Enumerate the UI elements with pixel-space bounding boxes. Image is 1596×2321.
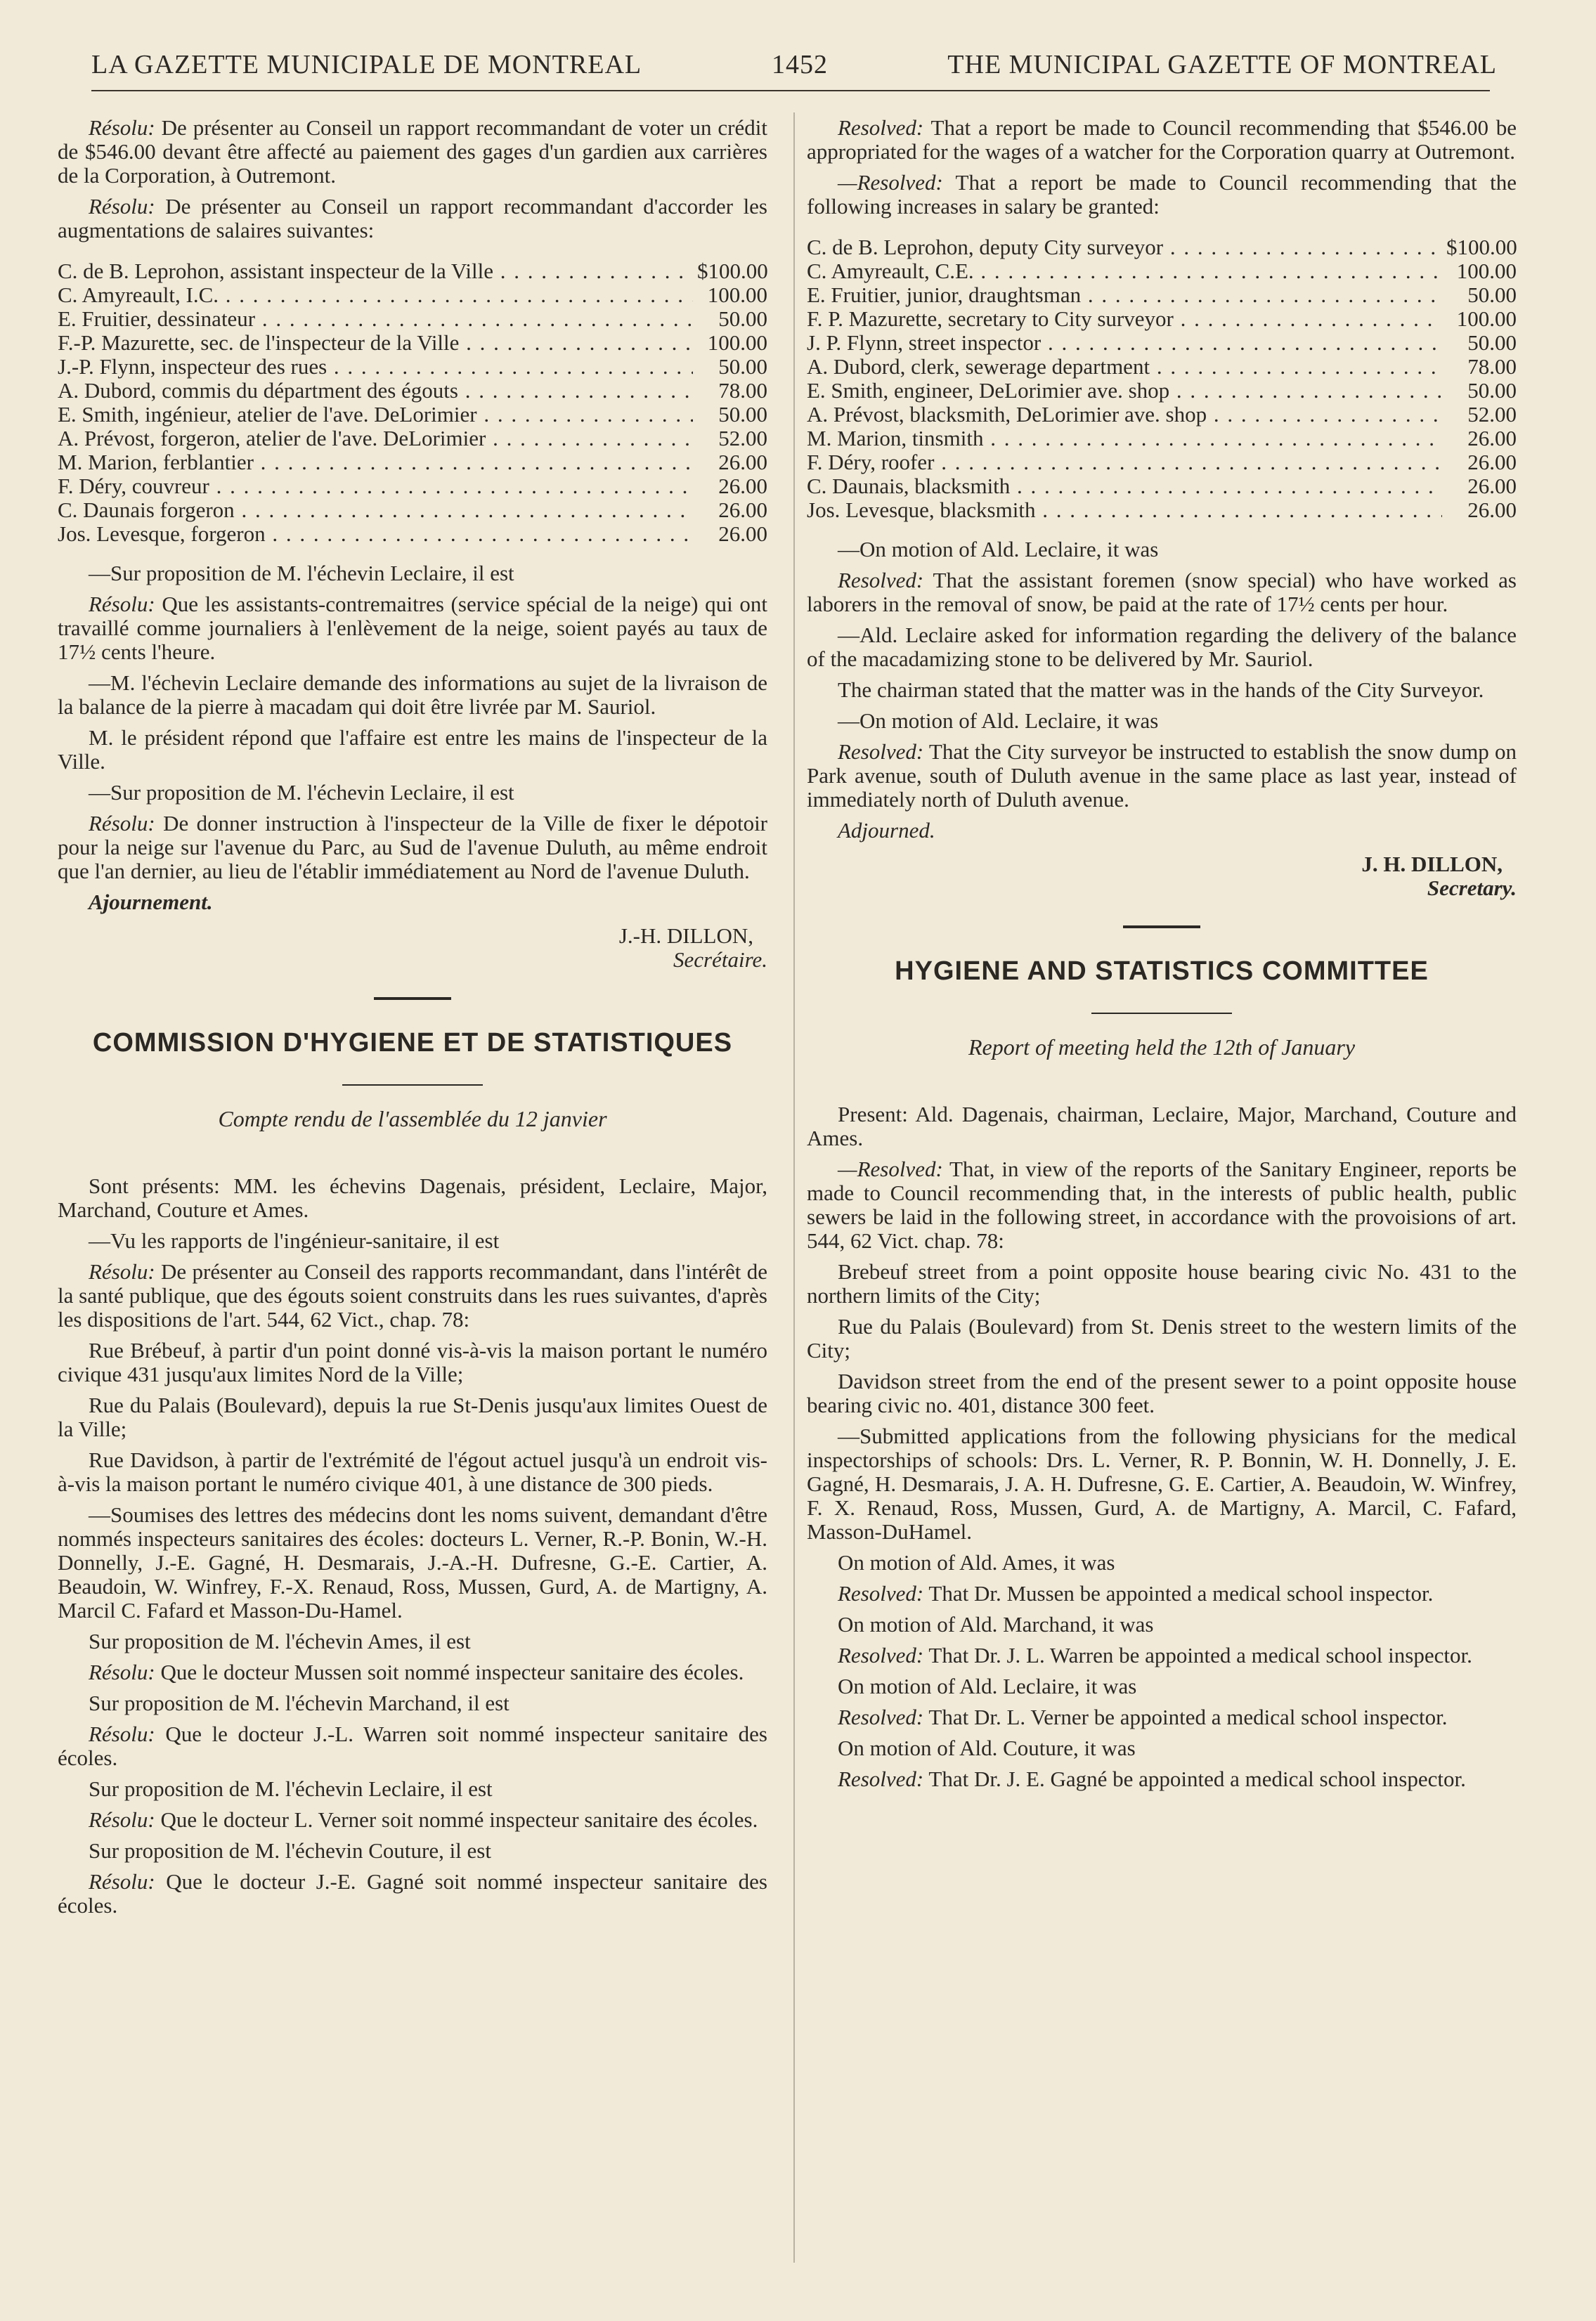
salary-name: A. Prévost, forgeron, atelier de l'ave. DeLorimier . . . [58, 427, 693, 450]
salary-name: Jos. Levesque, blacksmith . . . [807, 498, 1442, 522]
section-title: HYGIENE AND STATISTICS COMMITTEE [895, 956, 1429, 986]
header-rule [91, 90, 1490, 91]
salary-row [807, 403, 1517, 427]
paragraph [58, 1660, 767, 1684]
salary-amount: 26.00 [693, 498, 767, 522]
french-column [58, 116, 767, 1925]
salary-name: C. de B. Leprohon, assistant inspecteur de la Ville . . . [58, 259, 693, 283]
signature-block [58, 924, 767, 972]
resolved-lead: Résolu: [89, 1259, 155, 1284]
salary-amount: 52.00 [1442, 403, 1517, 427]
paragraph [807, 1582, 1517, 1606]
salary-amount: 50.00 [693, 403, 767, 427]
page-header [91, 49, 1497, 91]
paragraph: —M. l'échevin Leclaire demande des informations au sujet de la livraison de la balance de la pierre à macadam qui doit être livrée par M. Sauriol. [58, 670, 767, 719]
paragraph-text: That a report be made to Council recommending that the following increases in salary be granted: [807, 170, 1517, 219]
paragraph: Rue Davidson, à partir de l'extrémité de l'égout actuel jusqu'à un endroit vis-à-vis la maison portant le numéro civique 401, à une distance de 300 pieds. [58, 1448, 767, 1496]
salary-name: A. Prévost, blacksmith, DeLorimier ave. shop . . . [807, 403, 1442, 427]
paragraph: Sur proposition de M. l'échevin Couture, il est [89, 1838, 491, 1863]
paragraph: On motion of Ald. Couture, it was [838, 1736, 1136, 1760]
paragraph-text: De donner instruction à l'inspecteur de la Ville de fixer le dépotoir pour la neige sur l'avenue du Parc, au Sud de l'avenue Duluth, au même endroit que l'an dernier, au lieu de l'établir immédiatement au Nord de l'avenue Duluth. [58, 811, 767, 883]
paragraph: —Ald. Leclaire asked for information regarding the delivery of the balance of the macadamizing stone to be delivered by Mr. Sauriol. [807, 623, 1517, 671]
resolved-lead: —Resolved: [838, 1157, 943, 1181]
salary-amount: 50.00 [1442, 283, 1517, 307]
paragraph-text: That a report be made to Council recommending that $546.00 be appropriated for the wages of a watcher for the Corporation quarry at Outremont. [807, 115, 1517, 164]
salary-amount: 26.00 [1442, 498, 1517, 522]
salary-row [807, 355, 1517, 379]
header-title-fr: LA GAZETTE MUNICIPALE DE MONTREAL [91, 50, 642, 79]
paragraph: Rue du Palais (Boulevard), depuis la rue St-Denis jusqu'aux limites Ouest de la Ville; [58, 1393, 767, 1441]
salary-table-fr [58, 259, 767, 546]
section-subtitle: Report of meeting held the 12th of January [968, 1034, 1356, 1060]
salary-row [807, 379, 1517, 403]
salary-name: M. Marion, tinsmith . . . [807, 427, 1442, 450]
paragraph-text: De présenter au Conseil des rapports recommandant, dans l'intérêt de la santé publique, que des égouts soient construits dans les rues suivantes, d'après les dispositions de l'art. 544, 62 Vict., chap. 78: [58, 1259, 767, 1332]
salary-amount: 26.00 [693, 522, 767, 546]
salary-row [807, 331, 1517, 355]
paragraph [58, 1808, 767, 1832]
salary-amount: 26.00 [693, 474, 767, 498]
salary-name: C. Amyreault, I.C. . . . [58, 283, 693, 307]
signer-name: J. H. DILLON, [1361, 852, 1503, 876]
paragraph: —Sur proposition de M. l'échevin Leclaire, il est [89, 780, 514, 805]
salary-amount: $100.00 [693, 259, 767, 283]
salary-name: A. Dubord, clerk, sewerage department . . . [807, 355, 1442, 379]
paragraph-text: That Dr. L. Verner be appointed a medical school inspector. [923, 1705, 1448, 1729]
paragraph-text: Que le docteur J.-E. Gagné soit nommé inspecteur sanitaire des écoles. [58, 1869, 767, 1918]
signer-title: Secrétaire. [673, 947, 767, 972]
salary-name: F. Déry, couvreur . . . [58, 474, 693, 498]
salary-amount: $100.00 [1442, 235, 1517, 259]
signer-title: Secretary. [1427, 876, 1517, 900]
salary-name: E. Fruitier, dessinateur . . . [58, 307, 693, 331]
salary-amount: 26.00 [1442, 450, 1517, 474]
salary-amount: 26.00 [1442, 474, 1517, 498]
paragraph [807, 1644, 1517, 1667]
paragraph [807, 1767, 1517, 1791]
paragraph: Rue du Palais (Boulevard) from St. Denis street to the western limits of the City; [807, 1314, 1517, 1363]
salary-name: M. Marion, ferblantier . . . [58, 450, 693, 474]
salary-amount: 50.00 [1442, 331, 1517, 355]
paragraph: Present: Ald. Dagenais, chairman, Leclaire, Major, Marchand, Couture and Ames. [807, 1102, 1517, 1150]
salary-name: A. Dubord, commis du départment des égouts . . . [58, 379, 693, 403]
salary-name: E. Smith, engineer, DeLorimier ave. shop . . . [807, 379, 1442, 403]
paragraph [807, 171, 1517, 219]
salary-row [807, 235, 1517, 259]
paragraph [58, 195, 767, 242]
resolved-lead: Résolu: [89, 592, 155, 616]
resolved-lead: Résolu: [89, 115, 155, 140]
paragraph: —On motion of Ald. Leclaire, it was [838, 708, 1159, 733]
section-separator [374, 997, 451, 1000]
paragraph: Rue Brébeuf, à partir d'un point donné vis-à-vis la maison portant le numéro civique 431 jusqu'aux limites Nord de la Ville; [58, 1338, 767, 1386]
resolved-lead: Résolu: [89, 811, 155, 836]
salary-amount: 26.00 [1442, 427, 1517, 450]
salary-amount: 78.00 [693, 379, 767, 403]
resolved-lead: Resolved: [838, 1767, 924, 1791]
salary-amount: 100.00 [1442, 259, 1517, 283]
paragraph [58, 1260, 767, 1332]
title-rule [1091, 1013, 1232, 1014]
salary-amount: 78.00 [1442, 355, 1517, 379]
paragraph-text: De présenter au Conseil un rapport recommandant d'accorder les augmentations de salaires suivantes: [58, 194, 767, 242]
salary-row [58, 450, 767, 474]
salary-name: J.-P. Flynn, inspecteur des rues . . . [58, 355, 693, 379]
salary-name: E. Fruitier, junior, draughtsman . . . [807, 283, 1442, 307]
paragraph-text: That the City surveyor be instructed to establish the snow dump on Park avenue, south of Duluth avenue in the same place as last year, instead of immediately north of Duluth avenue. [807, 739, 1517, 812]
salary-name: F. Déry, roofer . . . [807, 450, 1442, 474]
salary-row [807, 450, 1517, 474]
salary-row [58, 498, 767, 522]
paragraph: Sur proposition de M. l'échevin Leclaire, il est [89, 1776, 493, 1801]
paragraph-text: Que le docteur L. Verner soit nommé inspecteur sanitaire des écoles. [155, 1807, 758, 1832]
salary-amount: 50.00 [1442, 379, 1517, 403]
resolved-lead: Résolu: [89, 1660, 155, 1684]
paragraph: On motion of Ald. Marchand, it was [838, 1612, 1154, 1637]
paragraph: M. le président répond que l'affaire est entre les mains de l'inspecteur de la Ville. [58, 725, 767, 774]
resolved-lead: —Resolved: [838, 170, 943, 195]
salary-name: C. Daunais, blacksmith . . . [807, 474, 1442, 498]
resolved-lead: Resolved: [838, 1705, 924, 1729]
paragraph [807, 1705, 1517, 1729]
resolved-lead: Résolu: [89, 194, 155, 219]
paragraph-text: That the assistant foremen (snow special) who have worked as laborers in the removal of snow, be paid at the rate of 17½ cents per hour. [807, 568, 1517, 616]
salary-amount: 50.00 [693, 355, 767, 379]
resolved-lead: Resolved: [838, 568, 924, 592]
paragraph [58, 116, 767, 188]
paragraph: Brebeuf street from a point opposite house bearing civic No. 431 to the northern limits of the City; [807, 1259, 1517, 1308]
paragraph: On motion of Ald. Leclaire, it was [838, 1674, 1137, 1698]
salary-row [58, 331, 767, 355]
salary-row [807, 474, 1517, 498]
resolved-lead: Resolved: [838, 1643, 924, 1667]
adjournment: Ajournement. [89, 890, 213, 914]
salary-name: F.-P. Mazurette, sec. de l'inspecteur de la Ville . . . [58, 331, 693, 355]
signer-name: J.-H. DILLON, [618, 923, 753, 948]
paragraph: Davidson street from the end of the present sewer to a point opposite house bearing civic no. 401, distance 300 feet. [807, 1369, 1517, 1417]
paragraph: —On motion of Ald. Leclaire, it was [838, 537, 1159, 561]
paragraph-text: Que les assistants-contremaitres (service spécial de la neige) qui ont travaillé comme journaliers à l'enlèvement de la neige, soient payés au taux de 17½ cents l'heure. [58, 592, 767, 664]
paragraph: Sont présents: MM. les échevins Dagenais, président, Leclaire, Major, Marchand, Couture et Ames. [58, 1173, 767, 1222]
salary-name: J. P. Flynn, street inspector . . . [807, 331, 1442, 355]
salary-row [58, 355, 767, 379]
paragraph-text: That Dr. J. L. Warren be appointed a medical school inspector. [923, 1643, 1472, 1667]
paragraph-text: Que le docteur J.-L. Warren soit nommé inspecteur sanitaire des écoles. [58, 1722, 767, 1770]
salary-row [807, 498, 1517, 522]
salary-name: C. de B. Leprohon, deputy City surveyor . . . [807, 235, 1442, 259]
resolved-lead: Résolu: [89, 1869, 155, 1894]
paragraph: Sur proposition de M. l'échevin Marchand, il est [89, 1691, 510, 1715]
paragraph [807, 740, 1517, 812]
salary-amount: 100.00 [693, 283, 767, 307]
page-number: 1452 [772, 50, 828, 79]
salary-amount: 100.00 [693, 331, 767, 355]
header-title-en: THE MUNICIPAL GAZETTE OF MONTREAL [947, 50, 1497, 79]
paragraph [58, 1722, 767, 1770]
title-rule [342, 1084, 483, 1086]
paragraph-text: That Dr. J. E. Gagné be appointed a medical school inspector. [923, 1767, 1466, 1791]
paragraph [58, 1870, 767, 1918]
paragraph: On motion of Ald. Ames, it was [838, 1550, 1115, 1575]
salary-row [807, 259, 1517, 283]
salary-amount: 26.00 [693, 450, 767, 474]
salary-name: E. Smith, ingénieur, atelier de l'ave. DeLorimier . . . [58, 403, 693, 427]
section-separator [1123, 925, 1200, 928]
salary-name: C. Daunais forgeron . . . [58, 498, 693, 522]
section-title: COMMISSION D'HYGIENE ET DE STATISTIQUES [92, 1028, 733, 1058]
salary-row [58, 259, 767, 283]
paragraph [807, 1157, 1517, 1253]
paragraph [807, 568, 1517, 616]
paragraph [807, 116, 1517, 164]
salary-table-en [807, 235, 1517, 522]
salary-row [807, 307, 1517, 331]
paragraph: —Vu les rapports de l'ingénieur-sanitaire, il est [89, 1228, 500, 1253]
section-subtitle: Compte rendu de l'assemblée du 12 janvier [218, 1106, 607, 1131]
resolved-lead: Resolved: [838, 115, 924, 140]
resolved-lead: Resolved: [838, 1581, 924, 1606]
salary-amount: 50.00 [693, 307, 767, 331]
resolved-lead: Resolved: [838, 739, 924, 764]
adjournment: Adjourned. [838, 818, 935, 843]
resolved-lead: Résolu: [89, 1807, 155, 1832]
salary-name: Jos. Levesque, forgeron . . . [58, 522, 693, 546]
salary-name: C. Amyreault, C.E. . . . [807, 259, 1442, 283]
salary-row [807, 427, 1517, 450]
signature-block [807, 852, 1517, 900]
salary-row [58, 403, 767, 427]
resolved-lead: Résolu: [89, 1722, 155, 1746]
salary-row [58, 474, 767, 498]
salary-row [807, 283, 1517, 307]
salary-row [58, 307, 767, 331]
paragraph-text: De présenter au Conseil un rapport recommandant de voter un crédit de $546.00 devant être affecté au paiement des gages d'un gardien aux carrières de la Corporation, à Outremont. [58, 115, 767, 188]
salary-name: F. P. Mazurette, secretary to City surveyor . . . [807, 307, 1442, 331]
paragraph [58, 592, 767, 664]
salary-row [58, 522, 767, 546]
paragraph [58, 812, 767, 883]
paragraph-text: That, in view of the reports of the Sanitary Engineer, reports be made to Council recommending that, in the interests of public health, public sewers be laid in the following street, in accordance with the provoisions of art. 544, 62 Vict. chap. 78: [807, 1157, 1517, 1253]
salary-amount: 100.00 [1442, 307, 1517, 331]
column-divider [793, 112, 795, 2263]
salary-amount: 52.00 [693, 427, 767, 450]
paragraph: —Submitted applications from the following physicians for the medical inspectorships of schools: Drs. L. Verner, R. P. Bonnin, W. H. Donnelly, J. E. Gagné, H. Desmarais, J. A. H. Dufresne, G. E. Cartier, A. Beaudoin, W. Winfrey, F. X. Renaud, Ross, Mussen, Gurd, A. de Martigny, A. Marcil, C. Fafard, Masson-DuHamel. [807, 1424, 1517, 1544]
paragraph: Sur proposition de M. l'échevin Ames, il est [89, 1629, 471, 1653]
salary-row [58, 427, 767, 450]
salary-row [58, 379, 767, 403]
paragraph-text: Que le docteur Mussen soit nommé inspecteur sanitaire des écoles. [155, 1660, 744, 1684]
paragraph: —Soumises des lettres des médecins dont les noms suivent, demandant d'être nommés inspecteurs sanitaires des écoles: docteurs L. Verner, R.-P. Bonin, W.-H. Donnelly, J.-E. Gagné, H. Desmarais, J.-A.-H. Dufresne, G.-E. Cartier, A. Beaudoin, W. Winfrey, F.-X. Renaud, Ross, Mussen, Gurd, A. de Martigny, A. Marcil C. Fafard et Masson-Du-Hamel. [58, 1502, 767, 1623]
paragraph: The chairman stated that the matter was in the hands of the City Surveyor. [838, 677, 1484, 702]
paragraph-text: That Dr. Mussen be appointed a medical school inspector. [923, 1581, 1434, 1606]
english-column [807, 116, 1517, 1798]
salary-row [58, 283, 767, 307]
paragraph: —Sur proposition de M. l'échevin Leclaire, il est [89, 561, 514, 585]
